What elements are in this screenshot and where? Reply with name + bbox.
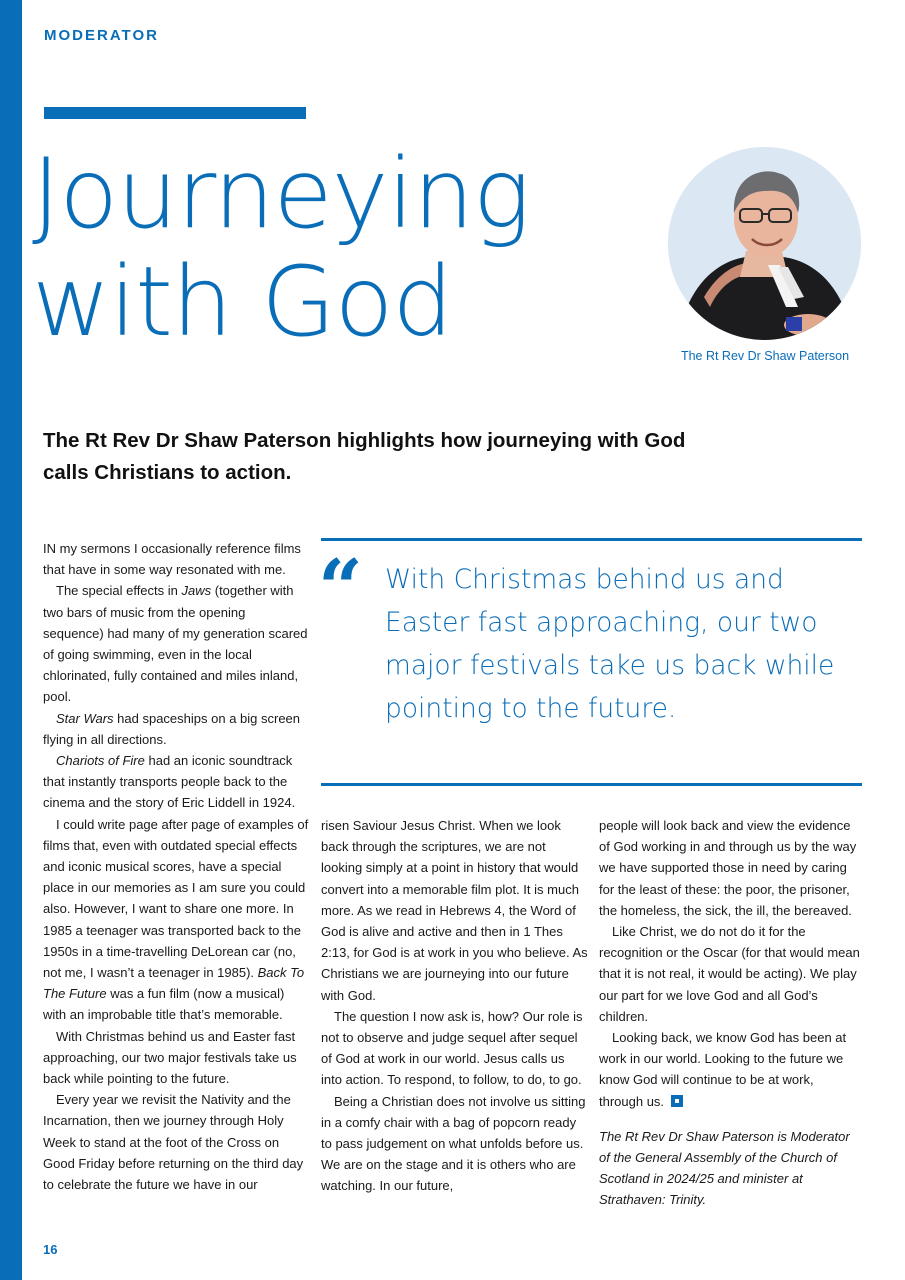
portrait-caption: The Rt Rev Dr Shaw Paterson bbox=[680, 349, 850, 363]
title-rule bbox=[44, 107, 306, 119]
article-column-3 bbox=[599, 815, 861, 1211]
paragraph: With Christmas behind us and Easter fast approaching, our two major festivals take us back while pointing to the future. bbox=[43, 1028, 297, 1087]
article-column-1 bbox=[43, 538, 309, 1195]
paragraph: Every year we revisit the Nativity and the Incarnation, then we journey through Holy Week to stand at the foot of the Cross on Good Friday before returning on the third day to celebrate the future we have in our bbox=[43, 1092, 304, 1193]
section-label: MODERATOR bbox=[44, 27, 159, 44]
article-title bbox=[32, 140, 530, 356]
paragraph: people will look back and view the evidence of God working in and through us by the way we have supported those in need by caring for the least of these: the poor, the prisoner, the homeless, the sick, the ill, the bereaved. bbox=[599, 818, 857, 918]
page-edge-bar bbox=[0, 0, 22, 1280]
paragraph: I could write page after page of examples of films that, even with outdated special effects and iconic musical scores, have a special place in our memories as I am sure you could also. However, I want to share one more. In 1985 a teenager was transported back to the 1950s in a time-travelling DeLorean car (no, not me, I wasn’t a teenager in 1985). Back To The Future was a fun film (now a musical) with an improbable title that’s memorable. bbox=[43, 816, 309, 1023]
title-line-1: Journeying bbox=[32, 138, 530, 250]
standfirst: The Rt Rev Dr Shaw Paterson highlights how journeying with God calls Christians to action. bbox=[43, 429, 686, 484]
page-number: 16 bbox=[43, 1242, 58, 1257]
article-column-2 bbox=[321, 815, 589, 1197]
paragraph: The question I now ask is, how? Our role is not to observe and judge sequel after sequel of God at work in our world. Jesus calls us into action. To respond, to follow, to do, to go. bbox=[321, 1008, 583, 1088]
quote-mark-icon: “ bbox=[318, 543, 363, 634]
paragraph: Like Christ, we do not do it for the recognition or the Oscar (for that would mean that it is not real, it would be acting). We play our part for we love God and all God’s children. bbox=[599, 924, 860, 1024]
portrait-illustration bbox=[668, 147, 861, 340]
pull-quote-rule-bottom bbox=[321, 783, 862, 786]
pull-quote: With Christmas behind us and Easter fast approaching, our two major festivals take us back while pointing to the future. bbox=[385, 564, 835, 724]
paragraph: Being a Christian does not involve us sitting in a comfy chair with a bag of popcorn ready to pass judgement on what unfolds before us. We are on the stage and it is others who are watching. In our future, bbox=[321, 1093, 586, 1194]
pull-quote-rule-top bbox=[321, 538, 862, 541]
paragraph: IN my sermons I occasionally reference films that have in some way resonated with me. bbox=[43, 541, 301, 578]
paragraph: Looking back, we know God has been at work in our world. Looking to the future we know God will continue to be at work, through us. bbox=[599, 1030, 847, 1109]
author-bio: The Rt Rev Dr Shaw Paterson is Moderator of the General Assembly of the Church of Scotland in 2024/25 and minister at Strathaven: Trinity. bbox=[599, 1128, 850, 1208]
title-line-2: with God bbox=[32, 246, 453, 358]
author-portrait bbox=[668, 147, 861, 340]
paragraph: Chariots of Fire had an iconic soundtrack that instantly transports people back to the cinema and the story of Eric Liddell in 1924. bbox=[43, 753, 296, 811]
paragraph: risen Saviour Jesus Christ. When we look back through the scriptures, we are not looking simply at a point in history that would convert into a memorable film plot. It is much more. As we read in Hebrews 4, the Word of God is alive and active and then in 1 Thes 2:13, for God is at work in you who believe. As Christians we are journeying into our future with God. bbox=[321, 818, 588, 1003]
paragraph: Star Wars had spaceships on a big screen flying in all directions. bbox=[43, 710, 301, 747]
paragraph: The special effects in Jaws (together with two bars of music from the opening sequence) had many of my generation scared of going swimming, even in the local chlorinated, fully contained and miles inland, pool. bbox=[43, 583, 308, 705]
end-of-article-icon bbox=[671, 1095, 683, 1107]
